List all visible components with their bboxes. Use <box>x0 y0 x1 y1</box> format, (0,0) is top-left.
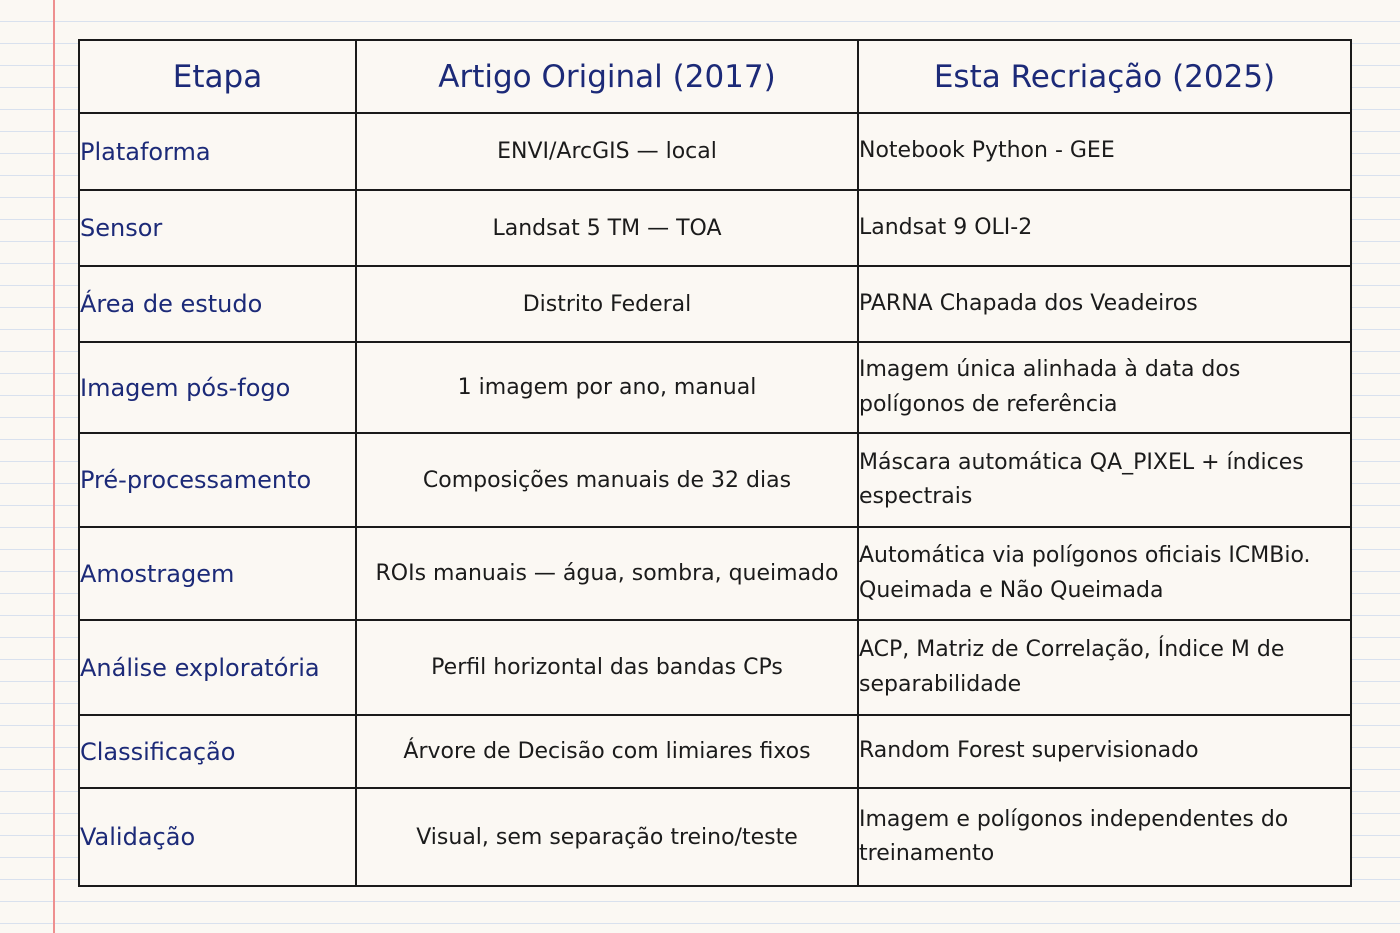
table-row <box>79 715 1351 788</box>
header-esta-recriacao: Esta Recriação (2025) <box>858 40 1351 113</box>
original-cell: Landsat 5 TM — TOA <box>356 190 858 266</box>
table-row <box>79 266 1351 342</box>
original-cell: Perfil horizontal das bandas CPs <box>356 620 858 715</box>
table-row <box>79 113 1351 190</box>
original-cell: ENVI/ArcGIS — local <box>356 113 858 190</box>
header-artigo-original: Artigo Original (2017) <box>356 40 858 113</box>
etapa-cell: Imagem pós-fogo <box>79 342 356 433</box>
recriacao-cell: PARNA Chapada dos Veadeiros <box>858 266 1351 342</box>
etapa-cell: Área de estudo <box>79 266 356 342</box>
recriacao-cell: Landsat 9 OLI-2 <box>858 190 1351 266</box>
etapa-cell: Classificação <box>79 715 356 788</box>
original-cell: Árvore de Decisão com limiares fixos <box>356 715 858 788</box>
table-row <box>79 527 1351 620</box>
recriacao-cell: Automática via polígonos oficiais ICMBio. Queimada e Não Queimada <box>858 527 1351 620</box>
table-row <box>79 342 1351 433</box>
original-cell: ROIs manuais — água, sombra, queimado <box>356 527 858 620</box>
etapa-cell: Sensor <box>79 190 356 266</box>
comparison-table <box>78 39 1352 887</box>
original-cell: 1 imagem por ano, manual <box>356 342 858 433</box>
etapa-cell: Plataforma <box>79 113 356 190</box>
recriacao-cell: ACP, Matriz de Correlação, Índice M de separabilidade <box>858 620 1351 715</box>
recriacao-cell: Máscara automática QA_PIXEL + índices espectrais <box>858 433 1351 527</box>
etapa-cell: Amostragem <box>79 527 356 620</box>
notebook-margin-line <box>53 0 55 933</box>
etapa-cell: Validação <box>79 788 356 886</box>
table-row <box>79 433 1351 527</box>
etapa-cell: Análise exploratória <box>79 620 356 715</box>
table-row <box>79 190 1351 266</box>
recriacao-cell: Imagem e polígonos independentes do treinamento <box>858 788 1351 886</box>
recriacao-cell: Notebook Python - GEE <box>858 113 1351 190</box>
recriacao-cell: Imagem única alinhada à data dos polígonos de referência <box>858 342 1351 433</box>
etapa-cell: Pré-processamento <box>79 433 356 527</box>
original-cell: Distrito Federal <box>356 266 858 342</box>
table-header-row <box>79 40 1351 113</box>
table-row <box>79 620 1351 715</box>
original-cell: Visual, sem separação treino/teste <box>356 788 858 886</box>
original-cell: Composições manuais de 32 dias <box>356 433 858 527</box>
recriacao-cell: Random Forest supervisionado <box>858 715 1351 788</box>
table-row <box>79 788 1351 886</box>
header-etapa: Etapa <box>79 40 356 113</box>
